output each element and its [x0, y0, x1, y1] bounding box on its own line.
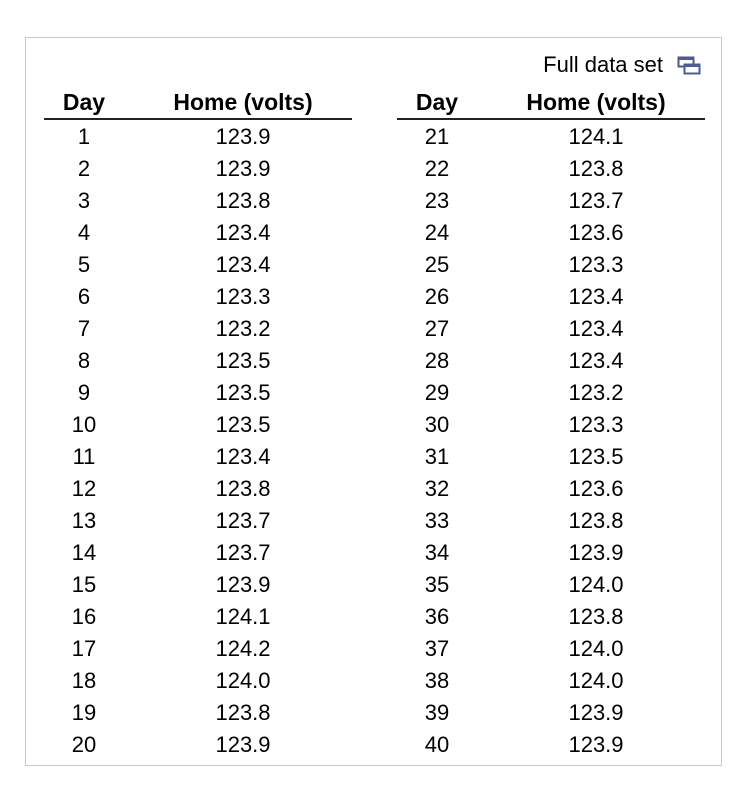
table-row — [44, 537, 352, 569]
volts-cell: 123.3 — [568, 412, 624, 437]
day-cell: 25 — [424, 252, 450, 277]
table-row — [44, 697, 352, 729]
volts-cell: 123.4 — [568, 284, 624, 309]
day-cell: 33 — [424, 508, 450, 533]
day-cell: 11 — [72, 444, 96, 469]
volts-cell: 123.9 — [215, 124, 271, 149]
volts-cell: 123.9 — [215, 572, 271, 597]
volts-cell: 123.8 — [215, 188, 271, 213]
volts-cell: 124.1 — [215, 604, 271, 629]
table-row — [397, 473, 705, 505]
volts-cell: 123.9 — [568, 732, 624, 757]
day-cell: 5 — [77, 252, 91, 277]
day-cell: 13 — [71, 508, 97, 533]
volts-cell: 123.9 — [215, 156, 271, 181]
table-row — [397, 313, 705, 345]
table-row — [44, 121, 352, 153]
table-row — [44, 153, 352, 185]
day-cell: 23 — [424, 188, 450, 213]
volts-cell: 123.2 — [568, 380, 624, 405]
table-row — [44, 249, 352, 281]
table-row — [397, 729, 705, 761]
day-cell: 16 — [71, 604, 97, 629]
data-table-panel — [25, 37, 722, 766]
volts-cell: 124.0 — [568, 572, 624, 597]
table-row — [397, 569, 705, 601]
volts-cell: 123.5 — [215, 348, 271, 373]
table-row — [44, 665, 352, 697]
table-row — [44, 633, 352, 665]
volts-cell: 123.3 — [568, 252, 624, 277]
day-header: Day — [62, 89, 106, 115]
day-cell: 9 — [77, 380, 91, 405]
volts-cell: 123.5 — [215, 380, 271, 405]
day-cell: 31 — [424, 444, 450, 469]
volts-cell: 124.0 — [568, 668, 624, 693]
day-cell: 29 — [424, 380, 450, 405]
volts-cell: 123.3 — [215, 284, 271, 309]
table-right — [397, 82, 705, 761]
table-row — [44, 569, 352, 601]
table-header-left — [44, 82, 352, 120]
day-cell: 38 — [424, 668, 450, 693]
table-row — [44, 185, 352, 217]
table-row — [397, 281, 705, 313]
day-cell: 18 — [71, 668, 97, 693]
table-row — [397, 441, 705, 473]
day-cell: 39 — [424, 700, 450, 725]
day-cell: 7 — [77, 316, 91, 341]
volts-cell: 123.8 — [215, 700, 271, 725]
day-cell: 20 — [71, 732, 97, 757]
table-header-right — [397, 82, 705, 120]
day-cell: 36 — [424, 604, 450, 629]
day-cell: 35 — [424, 572, 450, 597]
table-row — [397, 601, 705, 633]
table-row — [397, 121, 705, 153]
volts-header: Home (volts) — [526, 89, 666, 115]
day-cell: 17 — [71, 636, 97, 661]
volts-cell: 123.9 — [568, 700, 624, 725]
volts-cell: 123.8 — [568, 604, 624, 629]
day-cell: 6 — [77, 284, 91, 309]
table-row — [397, 505, 705, 537]
table-row — [44, 281, 352, 313]
volts-cell: 123.7 — [215, 508, 271, 533]
volts-cell: 123.6 — [568, 220, 624, 245]
day-cell: 3 — [77, 188, 91, 213]
volts-cell: 123.4 — [568, 316, 624, 341]
day-cell: 21 — [424, 124, 450, 149]
full-data-set-link[interactable] — [543, 52, 701, 78]
volts-cell: 124.1 — [568, 124, 624, 149]
day-cell: 30 — [424, 412, 450, 437]
day-cell: 40 — [424, 732, 450, 757]
volts-cell: 123.2 — [215, 316, 271, 341]
volts-cell: 123.7 — [215, 540, 271, 565]
full-data-set-label: Full data set — [543, 52, 663, 77]
volts-cell: 123.4 — [215, 252, 271, 277]
table-body-right — [397, 121, 705, 761]
volts-header: Home (volts) — [173, 89, 313, 115]
day-cell: 10 — [71, 412, 97, 437]
day-cell: 14 — [71, 540, 97, 565]
table-row — [44, 473, 352, 505]
day-cell: 26 — [424, 284, 450, 309]
day-cell: 22 — [424, 156, 450, 181]
table-row — [44, 601, 352, 633]
volts-cell: 123.8 — [215, 476, 271, 501]
day-header: Day — [415, 89, 459, 115]
table-row — [397, 249, 705, 281]
volts-cell: 123.4 — [215, 444, 271, 469]
table-row — [397, 409, 705, 441]
volts-cell: 123.9 — [215, 732, 271, 757]
table-row — [44, 729, 352, 761]
volts-cell: 123.6 — [568, 476, 624, 501]
volts-cell: 123.8 — [568, 156, 624, 181]
table-row — [397, 153, 705, 185]
volts-cell: 124.0 — [215, 668, 271, 693]
volts-cell: 123.4 — [568, 348, 624, 373]
day-cell: 19 — [71, 700, 97, 725]
volts-cell: 124.2 — [215, 636, 271, 661]
table-row — [44, 441, 352, 473]
table-row — [44, 345, 352, 377]
table-row — [397, 665, 705, 697]
table-row — [44, 217, 352, 249]
table-row — [397, 377, 705, 409]
table-row — [397, 633, 705, 665]
day-cell: 4 — [77, 220, 91, 245]
volts-cell: 123.5 — [215, 412, 271, 437]
table-row — [397, 217, 705, 249]
day-cell: 15 — [71, 572, 97, 597]
volts-cell: 123.4 — [215, 220, 271, 245]
day-cell: 1 — [77, 124, 91, 149]
volts-cell: 123.8 — [568, 508, 624, 533]
table-row — [44, 505, 352, 537]
day-cell: 28 — [424, 348, 450, 373]
volts-cell: 123.7 — [568, 188, 624, 213]
table-row — [397, 697, 705, 729]
day-cell: 37 — [424, 636, 450, 661]
day-cell: 12 — [71, 476, 97, 501]
volts-cell: 124.0 — [568, 636, 624, 661]
volts-cell: 123.9 — [568, 540, 624, 565]
table-body-left — [44, 121, 352, 761]
volts-cell: 123.5 — [568, 444, 624, 469]
day-cell: 8 — [77, 348, 91, 373]
table-row — [44, 409, 352, 441]
table-left — [44, 82, 352, 761]
copy-icon[interactable] — [677, 55, 701, 75]
table-row — [397, 185, 705, 217]
table-row — [397, 537, 705, 569]
day-cell: 32 — [424, 476, 450, 501]
day-cell: 2 — [77, 156, 91, 181]
table-row — [44, 377, 352, 409]
day-cell: 34 — [424, 540, 450, 565]
table-row — [44, 313, 352, 345]
table-row — [397, 345, 705, 377]
day-cell: 24 — [424, 220, 450, 245]
day-cell: 27 — [424, 316, 450, 341]
